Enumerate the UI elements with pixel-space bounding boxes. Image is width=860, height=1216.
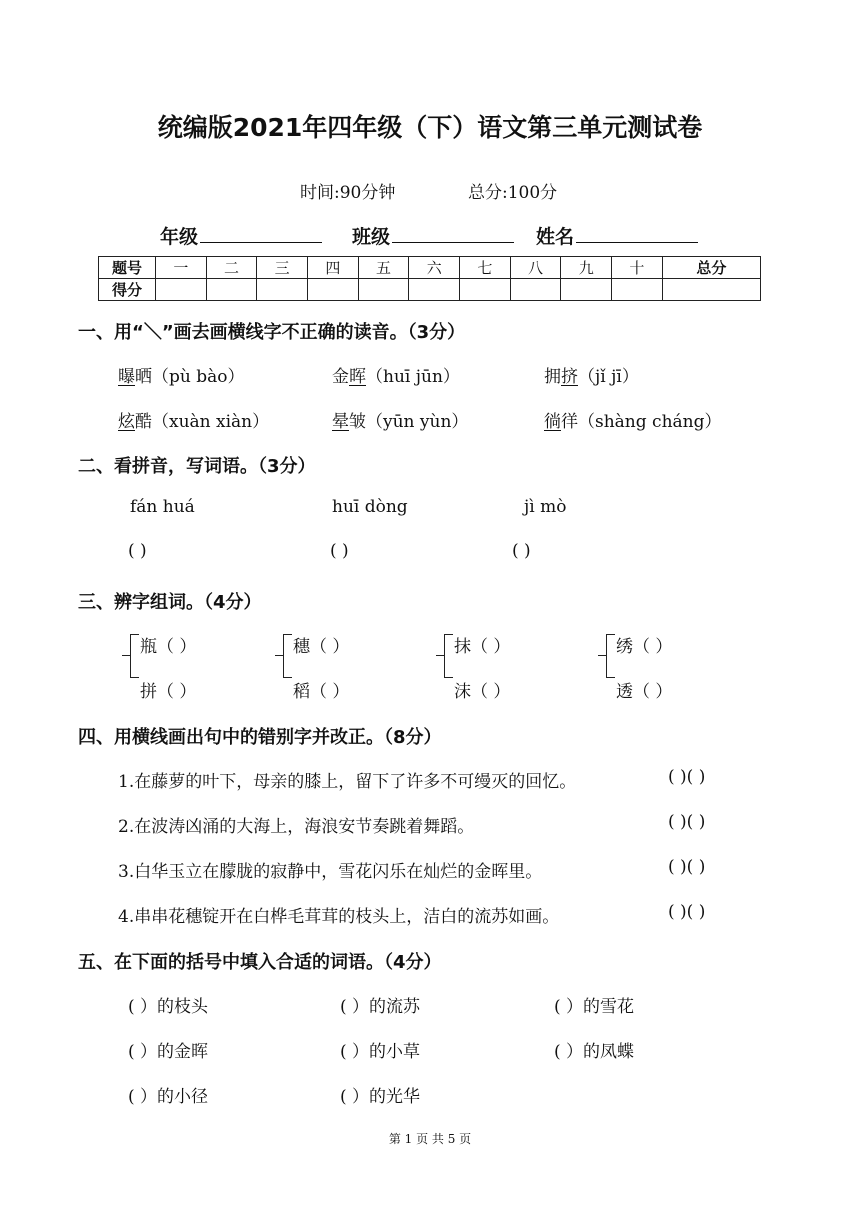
page-title: 统编版2021年四年级（下）语文第三单元测试卷: [157, 113, 703, 142]
s4-answer-blank[interactable]: ( )( ): [668, 767, 706, 787]
s5-fill[interactable]: ( ）的光华: [340, 1087, 421, 1107]
section-1-title: 一、用“＼”画去画横线字不正确的读音。（3分）: [78, 322, 466, 343]
s4-sentence: 3.白华玉立在朦胧的寂静中，雪花闪乐在灿烂的金晖里。: [118, 862, 543, 882]
s3-word: 透（ ）: [616, 682, 673, 702]
page-footer: 第 1 页 共 5 页: [388, 1132, 472, 1146]
s1-item: 拥挤（jǐ jī）: [544, 367, 639, 387]
score-table-score-row: 得分: [99, 279, 761, 301]
s4-sentence: 4.串串花穗锭开在白桦毛茸茸的枝头上，洁白的流苏如画。: [118, 907, 560, 927]
s5-fill[interactable]: ( ）的金晖: [128, 1042, 209, 1062]
score-table-header-row: 题号 一 二 三 四 五 六 七 八 九 十 总分: [99, 257, 761, 279]
s2-answer-blank[interactable]: ( ): [128, 541, 147, 561]
s4-answer-blank[interactable]: ( )( ): [668, 812, 706, 832]
brace-mark: [606, 634, 615, 678]
s1-item: 曝晒（pù bào）: [118, 367, 245, 387]
s3-word: 拼（ ）: [140, 682, 197, 702]
s2-pinyin: jì mò: [524, 497, 567, 517]
score-table: [98, 256, 761, 301]
s2-answer-blank[interactable]: ( ): [512, 541, 531, 561]
s1-item: 炫酷（xuàn xiàn）: [118, 412, 270, 432]
s3-word: 沫（ ）: [454, 682, 511, 702]
s4-sentence: 1.在藤萝的叶下，母亲的膝上，留下了许多不可缦灭的回忆。: [118, 772, 577, 792]
s4-sentence: 2.在波涛凶涌的大海上，海浪安节奏跳着舞蹈。: [118, 817, 475, 837]
s3-word: 抹（ ）: [454, 637, 511, 657]
s3-word: 穗（ ）: [293, 637, 350, 657]
exam-total: 总分:100分: [468, 183, 558, 203]
s5-fill[interactable]: ( ）的凤蝶: [554, 1042, 635, 1062]
s5-fill[interactable]: ( ）的枝头: [128, 997, 209, 1017]
exam-time: 时间:90分钟: [300, 183, 396, 203]
s2-pinyin: huī dòng: [332, 497, 408, 517]
s3-word: 绣（ ）: [616, 637, 673, 657]
brace-mark: [283, 634, 292, 678]
s2-pinyin: fán huá: [130, 497, 195, 517]
section-5-title: 五、在下面的括号中填入合适的词语。（4分）: [78, 952, 442, 973]
s1-item: 徜徉（shàng cháng）: [544, 412, 722, 432]
s4-answer-blank[interactable]: ( )( ): [668, 902, 706, 922]
brace-mark: [444, 634, 453, 678]
s5-fill[interactable]: ( ）的小径: [128, 1087, 209, 1107]
s4-answer-blank[interactable]: ( )( ): [668, 857, 706, 877]
s5-fill[interactable]: ( ）的雪花: [554, 997, 635, 1017]
section-4-title: 四、用横线画出句中的错别字并改正。（8分）: [78, 727, 442, 748]
name-field: 姓名: [536, 222, 698, 249]
section-2-title: 二、看拼音，写词语。（3分）: [78, 456, 316, 477]
brace-mark: [130, 634, 139, 678]
grade-field: 年级: [160, 222, 322, 249]
s5-fill[interactable]: ( ）的流苏: [340, 997, 421, 1017]
class-field: 班级: [352, 222, 514, 249]
s1-item: 晕皱（yūn yùn）: [332, 412, 469, 432]
s3-word: 稻（ ）: [293, 682, 350, 702]
s3-word: 瓶（ ）: [140, 637, 197, 657]
section-3-title: 三、辨字组词。（4分）: [78, 592, 262, 613]
s1-item: 金晖（huī jūn）: [332, 367, 460, 387]
s5-fill[interactable]: ( ）的小草: [340, 1042, 421, 1062]
s2-answer-blank[interactable]: ( ): [330, 541, 349, 561]
